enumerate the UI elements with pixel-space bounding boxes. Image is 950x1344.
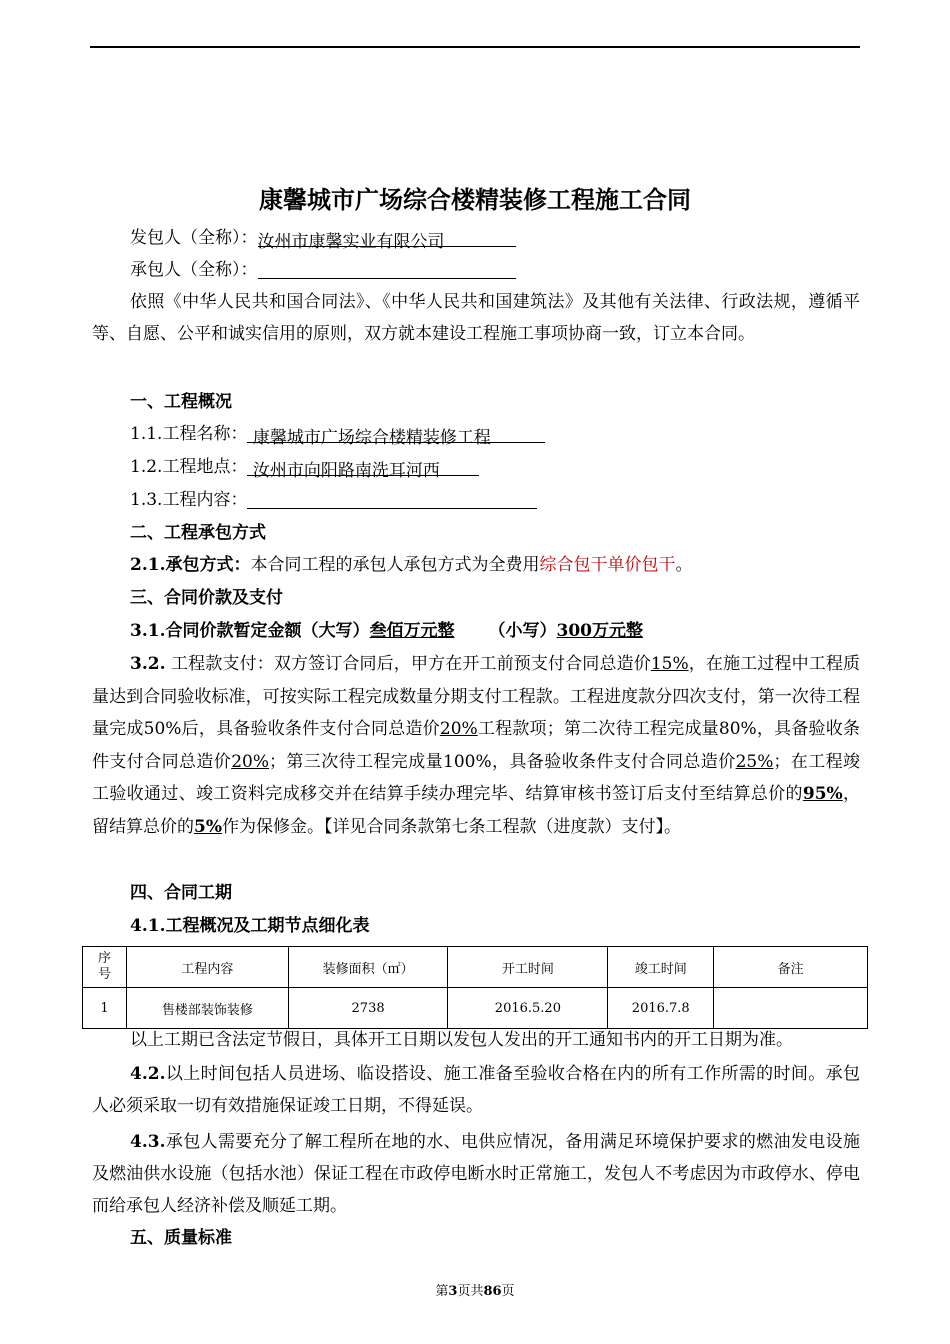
payment-paragraph <box>92 648 860 843</box>
intro-paragraph: 依照《中华人民共和国合同法》、《中华人民共和国建筑法》及其他有关法律、行政法规，遵循平等、自愿、公平和诚实信用的原则，双方就本建设工程施工事项协商一致，订立本合同。 <box>92 292 860 344</box>
payment-clause-number: 3.2. <box>130 654 166 674</box>
contract-price-line <box>92 615 900 647</box>
header-cell: 开工时间 <box>448 947 608 988</box>
payment-text-c: 工程款项；第二次待工程完成量80%，具备验收条件支付合同总造价 <box>92 719 860 772</box>
employer-label: 发包人（全称）： <box>130 228 258 248</box>
second-payment-percent: 20% <box>231 751 269 772</box>
project-name-field <box>247 422 545 448</box>
page-footer <box>0 1280 950 1299</box>
table-cell: 2016.7.8 <box>608 988 714 1029</box>
price-in-words: 叁佰万元整 <box>369 621 455 641</box>
section-3-heading: 三、合同价款及支付 <box>130 588 283 608</box>
contractor-line <box>92 254 900 286</box>
project-content-line <box>92 484 900 516</box>
payment-text-e: ；在工程竣工验收通过、竣工资料完成移交并在结算手续办理完毕、结算审核书签订后支付至结算总价的 <box>92 751 861 804</box>
employer-value: 汝州市康馨实业有限公司 <box>257 232 445 252</box>
section-2-heading: 二、工程承包方式 <box>130 523 266 543</box>
third-payment-percent: 25% <box>735 751 774 772</box>
header-cell: 序号 <box>83 947 127 988</box>
table-cell: 2016.5.20 <box>448 988 608 1029</box>
payment-text-a: 工程款支付：双方签订合同后，甲方在开工前预支付合同总造价 <box>171 654 651 674</box>
table-cell: 1 <box>83 988 127 1029</box>
warranty-percent: 5% <box>194 816 222 837</box>
contractor-label: 承包人（全称）： <box>130 260 258 280</box>
project-content-field <box>247 488 537 509</box>
employer-field <box>257 226 516 252</box>
table-cell: 2738 <box>288 988 448 1029</box>
page-number: 3 <box>448 1284 458 1299</box>
first-payment-percent: 20% <box>439 719 478 739</box>
clause-4-2-number: 4.2. <box>130 1064 166 1084</box>
document-title: 康馨城市广场综合楼精装修工程施工合同 <box>259 186 691 214</box>
contract-mode-label: 2.1.承包方式： <box>130 555 251 575</box>
project-name-label: 1.1.工程名称： <box>130 424 248 444</box>
payment-text-f: ，留结算总价的 <box>92 784 861 837</box>
project-name-line <box>92 418 900 450</box>
project-name-value: 康馨城市广场综合楼精装修工程 <box>252 428 491 448</box>
header-cell: 竣工时间 <box>608 947 714 988</box>
contract-mode-highlight: 综合包干单价包干 <box>539 555 676 575</box>
schedule-table <box>82 946 868 1029</box>
clause-4-2-text: 以上时间包括人员进场、临设搭设、施工准备至验收合格在内的所有工作所需的时间。承包人必须采取一切有效措施保证竣工日期，不得延误。 <box>92 1064 860 1116</box>
header-cell: 备注 <box>714 947 868 988</box>
payment-text-b: ，在施工过程中工程质量达到合同验收标准，可按实际工程完成数量分期支付工程款。工程进度款分四次支付，第一次待工程量完成50%后，具备验收条件支付合同总造价 <box>92 654 861 739</box>
footer-suffix: 页 <box>501 1284 515 1299</box>
footer-middle: 页共 <box>457 1284 484 1299</box>
table-header-row <box>83 947 868 988</box>
price-in-figures: 300万元整 <box>556 621 643 641</box>
payment-text-d: ；第三次待工程完成量100%，具备验收条件支付合同总造价 <box>269 751 736 772</box>
header-cell: 工程内容 <box>126 947 288 988</box>
contract-mode-end: 。 <box>675 555 693 575</box>
price-label: 3.1.合同价款暂定金额（大写） <box>130 621 370 641</box>
price-small-label: （小写） <box>488 621 557 641</box>
header-rule <box>90 46 860 48</box>
section-5-heading: 五、质量标准 <box>130 1228 232 1248</box>
project-location-field <box>247 455 479 481</box>
footer-prefix: 第 <box>435 1284 449 1299</box>
project-location-line <box>92 451 900 483</box>
payment-text-g: 作为保修金。【详见合同条款第七条工程款（进度款）支付】。 <box>221 816 681 837</box>
contract-mode-line <box>92 549 900 581</box>
header-cell: 装修面积（㎡） <box>288 947 448 988</box>
clause-4-3 <box>92 1126 860 1222</box>
table-row <box>83 988 868 1029</box>
clause-4-3-text: 承包人需要充分了解工程所在地的水、电供应情况，备用满足环境保护要求的燃油发电设施及燃油供水设施（包括水池）保证工程在市政停电断水时正常施工，发包人不考虑因为市政停水、停电而给承包人经济补偿及顺延工期。 <box>92 1132 860 1216</box>
table-cell <box>714 988 868 1029</box>
project-content-label: 1.3.工程内容： <box>130 490 248 510</box>
table-cell: 售楼部装饰装修 <box>126 988 288 1029</box>
clause-4-3-number: 4.3. <box>130 1132 166 1152</box>
project-location-value: 汝州市向阳路南洗耳河西 <box>252 461 440 481</box>
contract-mode-text: 本合同工程的承包人承包方式为全费用 <box>250 555 540 575</box>
employer-line <box>92 222 900 254</box>
project-location-label: 1.2.工程地点： <box>130 457 248 477</box>
page-total: 86 <box>483 1284 502 1299</box>
section-4-heading: 四、合同工期 <box>130 883 232 903</box>
clause-4-2 <box>92 1058 860 1122</box>
contractor-field <box>258 258 516 279</box>
section-1-heading: 一、工程概况 <box>130 392 232 412</box>
schedule-table-title: 4.1.工程概况及工期节点细化表 <box>130 916 370 936</box>
settlement-percent: 95% <box>802 784 843 804</box>
schedule-note: 以上工期已含法定节假日，具体开工日期以发包人发出的开工通知书内的开工日期为准。 <box>130 1030 793 1050</box>
advance-percent: 15% <box>650 654 689 674</box>
